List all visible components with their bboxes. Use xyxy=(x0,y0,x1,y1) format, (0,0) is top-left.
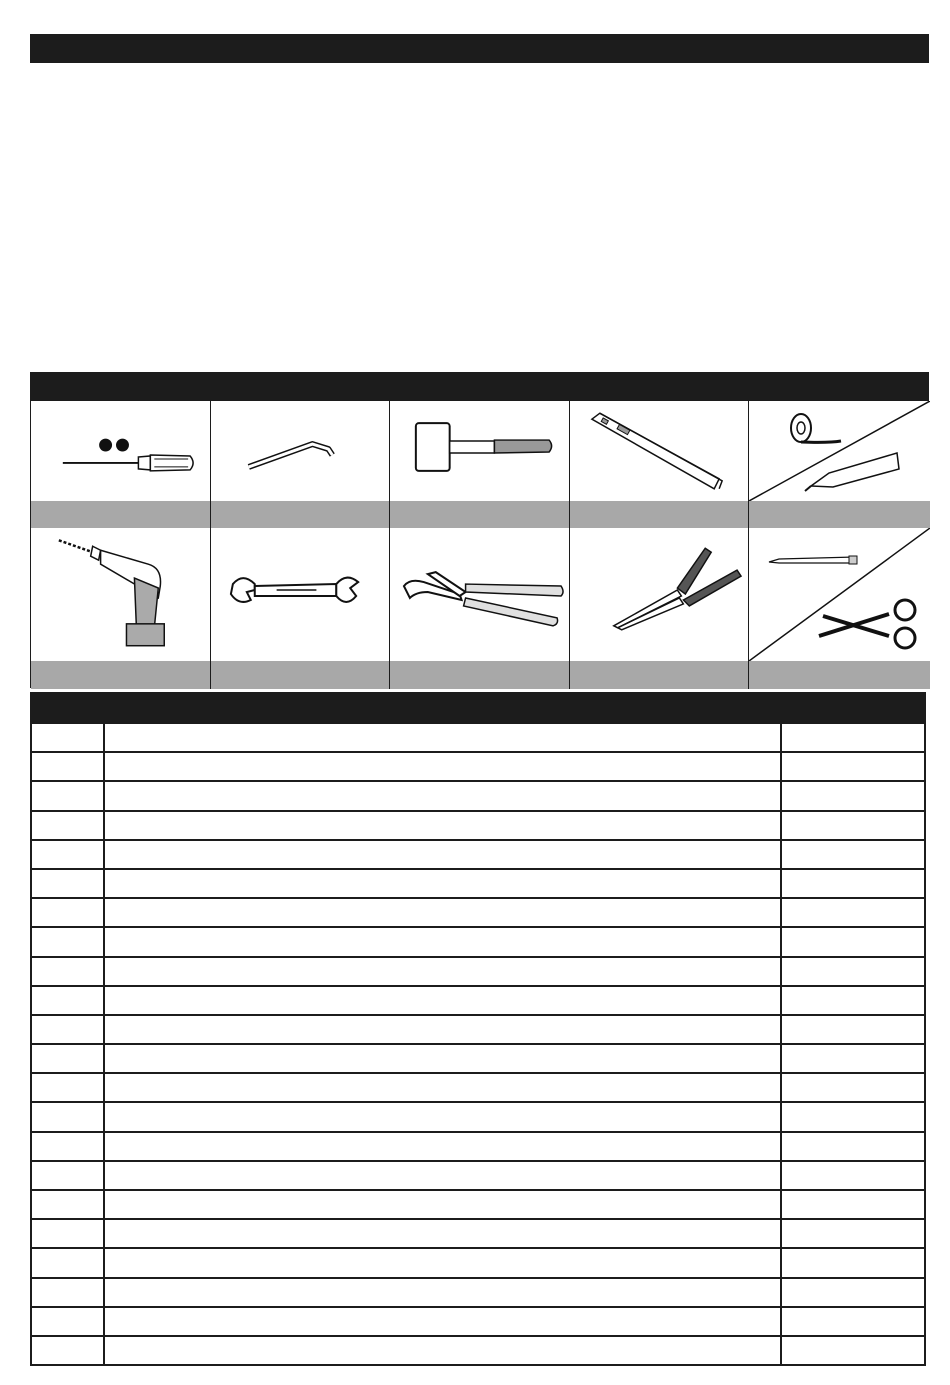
table-cell xyxy=(105,958,782,985)
tool-cell-pencil-scissors xyxy=(749,528,930,661)
table-cell xyxy=(105,1103,782,1130)
table-cell xyxy=(32,1074,105,1101)
table-cell xyxy=(105,1162,782,1189)
table-cell xyxy=(32,1337,105,1366)
table-row xyxy=(32,1337,924,1366)
table-cell xyxy=(782,782,924,809)
tool-cell-allen-key xyxy=(211,401,390,501)
tool-label xyxy=(211,661,390,689)
table-row xyxy=(32,1074,924,1103)
table-row xyxy=(32,1308,924,1337)
tool-cell-spirit-level xyxy=(570,401,749,501)
tool-cell-screwdriver xyxy=(31,401,211,501)
table-cell xyxy=(32,753,105,780)
table-cell xyxy=(105,1249,782,1276)
table-cell xyxy=(105,1016,782,1043)
spirit-level-icon xyxy=(570,401,748,501)
table-row xyxy=(32,724,924,753)
table-row xyxy=(32,870,924,899)
table-row xyxy=(32,1249,924,1278)
open-end-wrench-icon xyxy=(211,528,389,661)
tool-label xyxy=(749,661,930,689)
table-cell xyxy=(782,1103,924,1130)
table-row xyxy=(32,841,924,870)
table-cell xyxy=(105,1220,782,1247)
title-bar xyxy=(30,34,929,63)
table-cell xyxy=(32,724,105,751)
tool-cell-needle-pliers xyxy=(570,528,749,661)
table-row xyxy=(32,1220,924,1249)
table-cell xyxy=(105,724,782,751)
tool-label xyxy=(31,501,211,528)
tool-label xyxy=(390,501,570,528)
table-row xyxy=(32,899,924,928)
table-cell xyxy=(782,1249,924,1276)
water-pump-pliers-icon xyxy=(390,528,569,661)
allen-key-icon xyxy=(211,401,389,501)
tools-header xyxy=(30,372,929,401)
table-cell xyxy=(32,928,105,955)
table-cell xyxy=(32,1016,105,1043)
table-row xyxy=(32,1162,924,1191)
table-cell xyxy=(782,870,924,897)
table-cell xyxy=(782,1162,924,1189)
table-cell xyxy=(105,1279,782,1306)
table-row xyxy=(32,1279,924,1308)
table-cell xyxy=(32,899,105,926)
table-cell xyxy=(782,753,924,780)
needle-nose-pliers-icon xyxy=(570,528,748,661)
table-cell xyxy=(32,870,105,897)
parts-table-header xyxy=(32,694,924,724)
table-row xyxy=(32,782,924,811)
tool-cell-mallet xyxy=(390,401,570,501)
table-cell xyxy=(32,1045,105,1072)
table-cell xyxy=(105,1133,782,1160)
table-row xyxy=(32,753,924,782)
table-cell xyxy=(105,812,782,839)
table-row xyxy=(32,1133,924,1162)
table-cell xyxy=(105,1308,782,1335)
table-cell xyxy=(105,899,782,926)
tool-label xyxy=(570,661,749,689)
table-cell xyxy=(32,812,105,839)
table-cell xyxy=(105,987,782,1014)
table-cell xyxy=(32,782,105,809)
tool-label xyxy=(211,501,390,528)
table-row xyxy=(32,812,924,841)
table-cell xyxy=(782,1016,924,1043)
tools-grid xyxy=(30,400,929,688)
table-cell xyxy=(782,987,924,1014)
tool-label xyxy=(749,501,930,528)
tool-label xyxy=(31,661,211,689)
table-cell xyxy=(105,841,782,868)
table-row xyxy=(32,1045,924,1074)
table-cell xyxy=(105,753,782,780)
table-cell xyxy=(782,724,924,751)
tape-and-sealant-icon xyxy=(749,401,930,501)
parts-table xyxy=(30,692,926,1366)
table-row xyxy=(32,958,924,987)
tool-cell-drill xyxy=(31,528,211,661)
table-cell xyxy=(32,1249,105,1276)
mallet-icon xyxy=(390,401,569,501)
table-cell xyxy=(32,1133,105,1160)
table-cell xyxy=(32,841,105,868)
table-cell xyxy=(782,1191,924,1218)
table-cell xyxy=(105,1191,782,1218)
table-cell xyxy=(782,1308,924,1335)
table-row xyxy=(32,987,924,1016)
table-cell xyxy=(32,958,105,985)
table-cell xyxy=(105,1045,782,1072)
tool-cell-tape-sealant xyxy=(749,401,930,501)
table-cell xyxy=(782,1279,924,1306)
table-cell xyxy=(782,1220,924,1247)
pencil-and-scissors-icon xyxy=(749,528,930,661)
table-cell xyxy=(105,1337,782,1366)
table-cell xyxy=(782,812,924,839)
tool-cell-wrench xyxy=(211,528,390,661)
table-cell xyxy=(782,899,924,926)
table-cell xyxy=(32,1279,105,1306)
tool-label xyxy=(390,661,570,689)
table-row xyxy=(32,1103,924,1132)
table-cell xyxy=(105,782,782,809)
table-row xyxy=(32,1016,924,1045)
table-cell xyxy=(32,1191,105,1218)
table-cell xyxy=(782,928,924,955)
table-cell xyxy=(32,1103,105,1130)
table-cell xyxy=(105,928,782,955)
tool-cell-pump-pliers xyxy=(390,528,570,661)
table-cell xyxy=(782,1337,924,1366)
drill-icon xyxy=(31,528,210,661)
table-cell xyxy=(782,841,924,868)
screwdriver-icon xyxy=(31,401,210,501)
table-row xyxy=(32,928,924,957)
table-cell xyxy=(782,1074,924,1101)
table-cell xyxy=(105,1074,782,1101)
table-cell xyxy=(32,1220,105,1247)
table-cell xyxy=(32,1308,105,1335)
table-cell xyxy=(782,958,924,985)
tool-label xyxy=(570,501,749,528)
table-cell xyxy=(105,870,782,897)
table-cell xyxy=(782,1045,924,1072)
table-row xyxy=(32,1191,924,1220)
table-cell xyxy=(32,987,105,1014)
parts-table-body xyxy=(32,724,924,1366)
table-cell xyxy=(782,1133,924,1160)
table-cell xyxy=(32,1162,105,1189)
